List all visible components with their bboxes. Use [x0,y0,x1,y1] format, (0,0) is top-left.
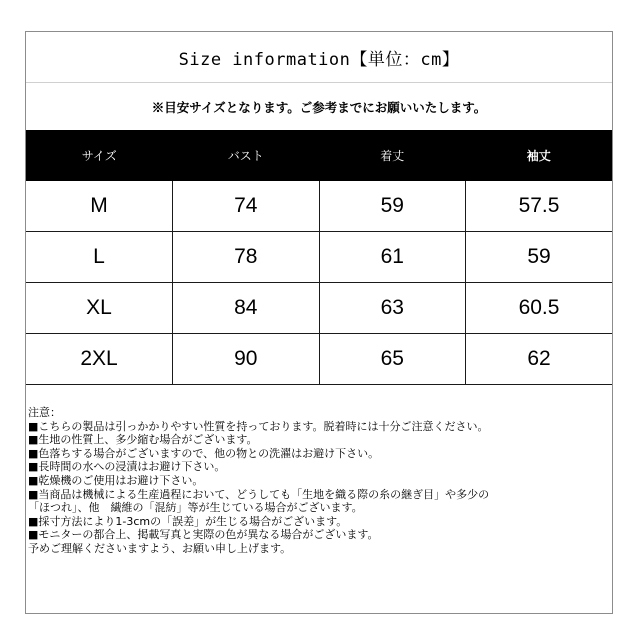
care-notes [28,406,612,556]
note-line: ■当商品は機械による生産過程において、どうしても「生地を織る際の糸の継ぎ目」や多少の [28,487,490,501]
bust-cell: 78 [173,232,320,283]
size-table [26,130,612,385]
note-line: ■採寸方法により1-3cmの「誤差」が生じる場合がございます。 [28,514,348,528]
bust-cell: 90 [173,334,320,385]
bust-cell: 84 [173,283,320,334]
note-line: ■長時間の水への浸漬はお避け下さい。 [28,460,226,474]
note-line: ■乾燥機のご使用はお避け下さい。 [28,473,204,487]
note-line: ■色落ちする場合がございますので、他の物との洗濯はお避け下さい。 [28,446,380,460]
sleeve-cell: 62 [466,334,613,385]
header-bust: バスト [173,130,320,181]
table-row [26,181,612,232]
length-cell: 61 [319,232,466,283]
size-cell: 2XL [26,334,173,385]
size-info-title: Size information【単位：cm】 [178,49,460,70]
header-sleeve: 袖丈 [466,130,613,181]
bust-cell: 74 [173,181,320,232]
length-cell: 59 [319,181,466,232]
reference-note: ※目安サイズとなります。ご参考までにお願いいたします。 [151,99,487,115]
sleeve-cell: 57.5 [466,181,613,232]
sleeve-cell: 59 [466,232,613,283]
note-line: 予めご理解くださいますよう、お願い申し上げます。 [28,541,292,555]
notes-heading: 注意： [28,406,61,419]
note-line: ■こちらの製品は引っかかりやすい性質を持っております。脱着時には十分ご注意ください。 [28,419,489,433]
sleeve-cell: 60.5 [466,283,613,334]
header-length: 着丈 [319,130,466,181]
size-table-header-row [26,130,612,181]
size-cell: L [26,232,173,283]
length-cell: 63 [319,283,466,334]
note-line: ■生地の性質上、多少縮む場合がございます。 [28,433,258,447]
size-cell: XL [26,283,173,334]
table-row [26,334,612,385]
header-size: サイズ [26,130,173,181]
size-chart-card [25,31,613,614]
length-cell: 65 [319,334,466,385]
note-line: 「ほつれ」、他 繊維の「混紡」等が生じている場合がございます。 [28,501,363,515]
table-row [26,232,612,283]
size-cell: M [26,181,173,232]
table-row [26,283,612,334]
note-line: ■モニターの都合上、掲載写真と実際の色が異なる場合がございます。 [28,528,379,542]
